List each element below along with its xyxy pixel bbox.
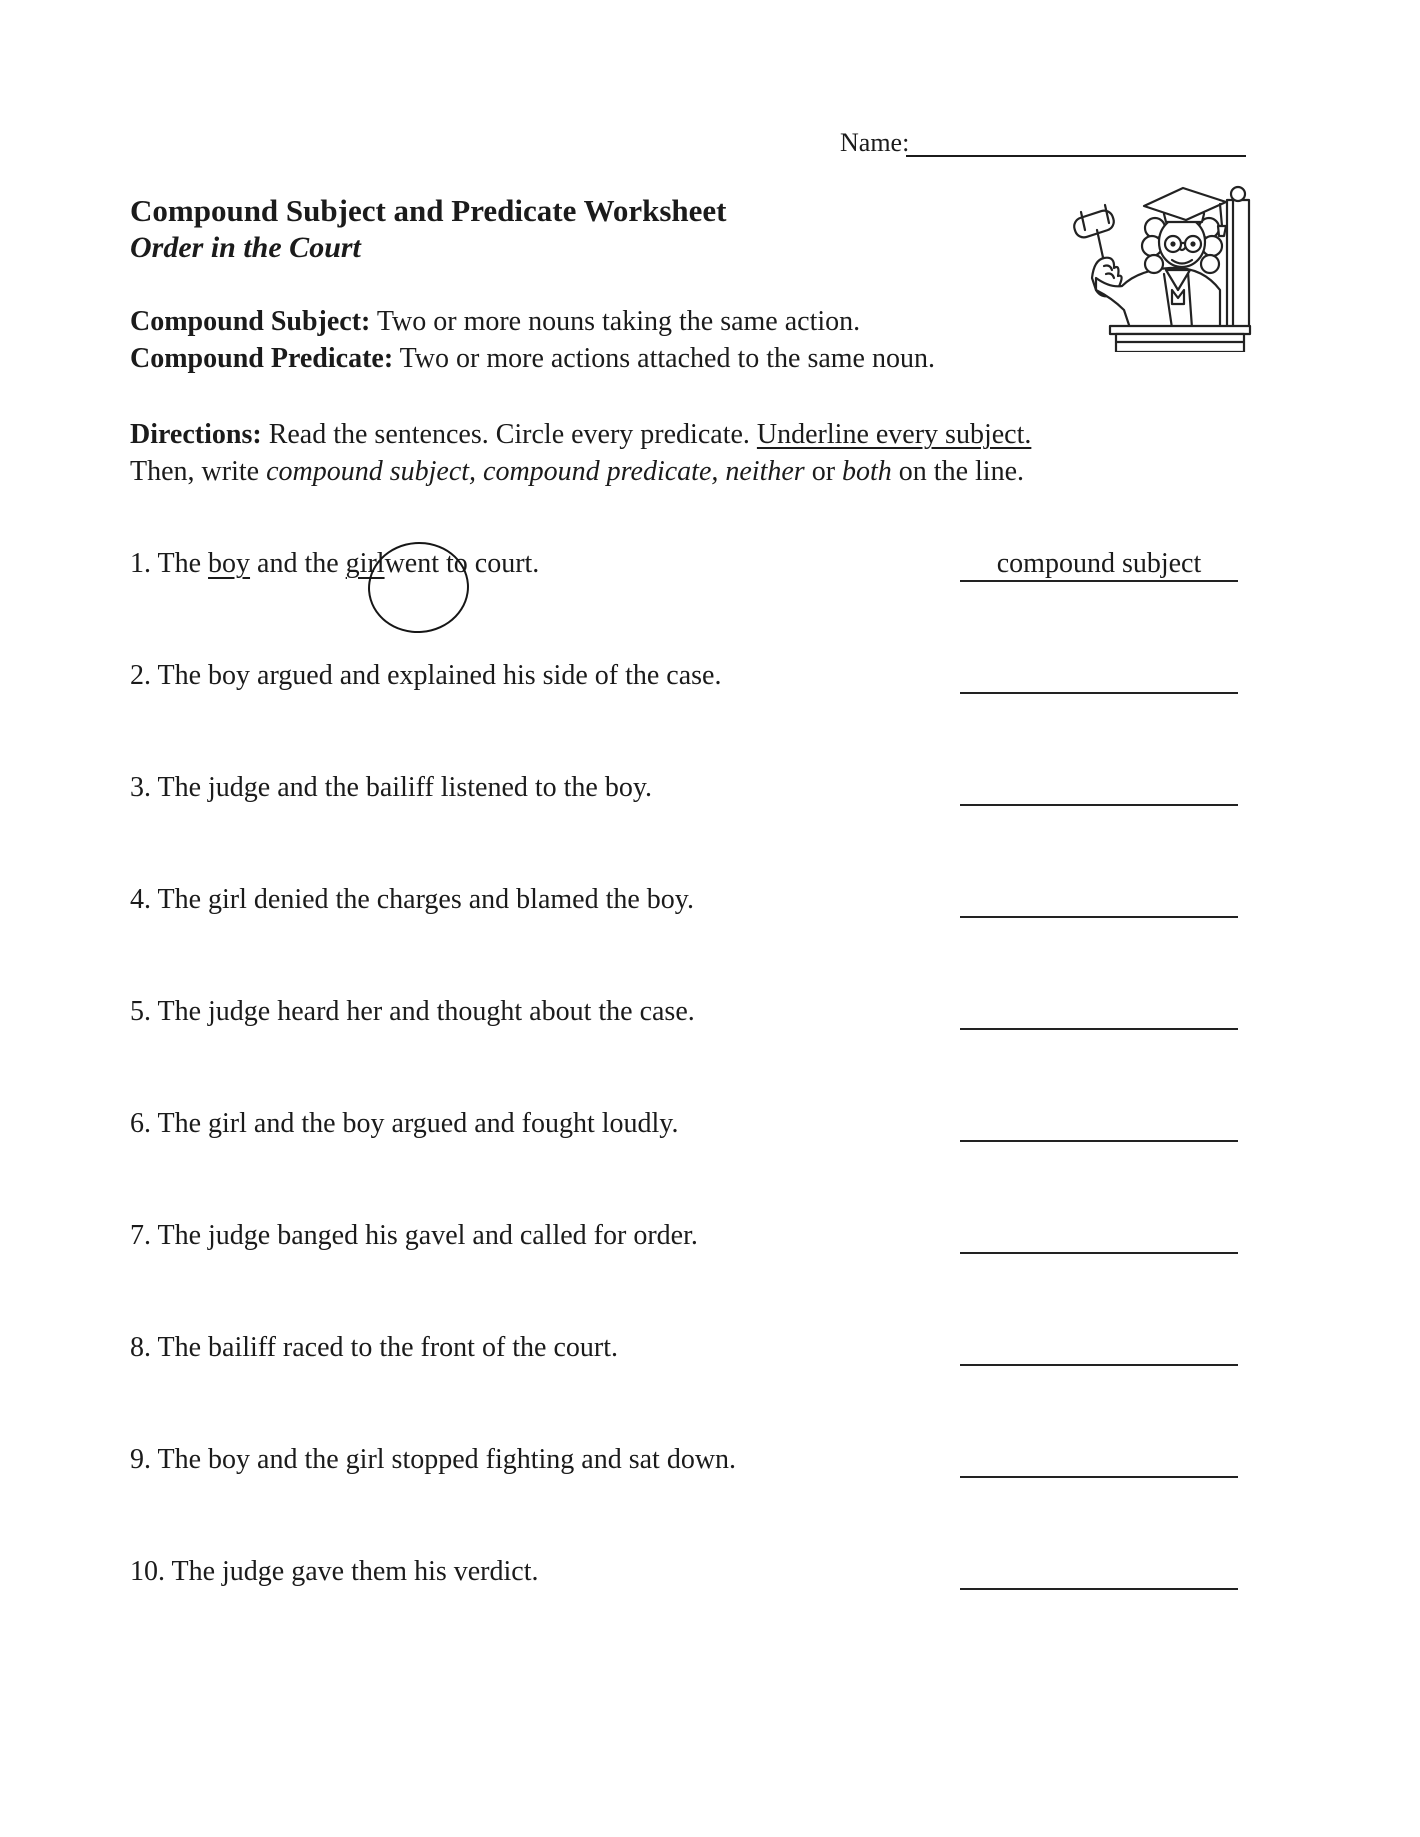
- question-row: [130, 1555, 1250, 1595]
- underlined-subject: girl: [345, 548, 385, 579]
- answer-line: [960, 1218, 1238, 1254]
- question-text: 4. The girl denied the charges and blamed the boy.: [130, 884, 694, 915]
- question-text: 1. The boy and the girl went to court.: [130, 548, 539, 579]
- answer-line: [960, 882, 1238, 918]
- directions-block: [130, 416, 1250, 490]
- name-label: Name:: [840, 128, 910, 157]
- question-text: 5. The judge heard her and thought about the case.: [130, 996, 695, 1027]
- chair-back: [1227, 187, 1249, 328]
- question-row: [130, 659, 1250, 699]
- gavel-icon: [1072, 205, 1116, 262]
- question-text: 7. The judge banged his gavel and called for order.: [130, 1220, 698, 1251]
- page-title: Compound Subject and Predicate Worksheet: [130, 193, 727, 228]
- directions-line-2: Then, write compound subject, compound predicate, neither or both on the line.: [130, 456, 1024, 487]
- definition-compound-predicate: Compound Predicate: Two or more actions attached to the same noun.: [130, 343, 935, 374]
- question-text: 6. The girl and the boy argued and fought loudly.: [130, 1108, 679, 1139]
- question-row: [130, 1107, 1250, 1147]
- directions-line-1: Directions: Read the sentences. Circle every predicate. Underline every subject.: [130, 419, 1032, 450]
- answer-line: [960, 1554, 1238, 1590]
- question-text: 3. The judge and the bailiff listened to the boy.: [130, 772, 653, 803]
- question-text: 2. The boy argued and explained his side of the case.: [130, 660, 722, 691]
- answer-line: [960, 994, 1238, 1030]
- answer-line: [960, 546, 1238, 582]
- definitions-block: [130, 303, 935, 377]
- answer-line: [960, 1442, 1238, 1478]
- answer-line: [960, 770, 1238, 806]
- question-row: [130, 771, 1250, 811]
- answer-line: [960, 1106, 1238, 1142]
- answer-text: compound subject: [996, 548, 1202, 579]
- question-text: 10. The judge gave them his verdict.: [130, 1556, 539, 1587]
- question-row: [130, 883, 1250, 923]
- underlined-subject: boy: [208, 548, 251, 579]
- answer-line: [960, 1330, 1238, 1366]
- page-subtitle: Order in the Court: [130, 231, 361, 264]
- answer-line: [960, 658, 1238, 694]
- judge-clipart: [1052, 170, 1260, 352]
- question-row: [130, 995, 1250, 1035]
- question-row: [130, 1331, 1250, 1371]
- question-row: [130, 547, 1250, 587]
- question-text: 9. The boy and the girl stopped fighting and sat down.: [130, 1444, 737, 1475]
- question-text: 8. The bailiff raced to the front of the court.: [130, 1332, 619, 1363]
- circled-predicate: went: [385, 547, 439, 581]
- bench-podium: [1110, 326, 1250, 352]
- question-row: [130, 1219, 1250, 1259]
- name-blank-line: [906, 127, 1246, 157]
- question-row: [130, 1443, 1250, 1483]
- definition-compound-subject: Compound Subject: Two or more nouns taking the same action.: [130, 306, 861, 337]
